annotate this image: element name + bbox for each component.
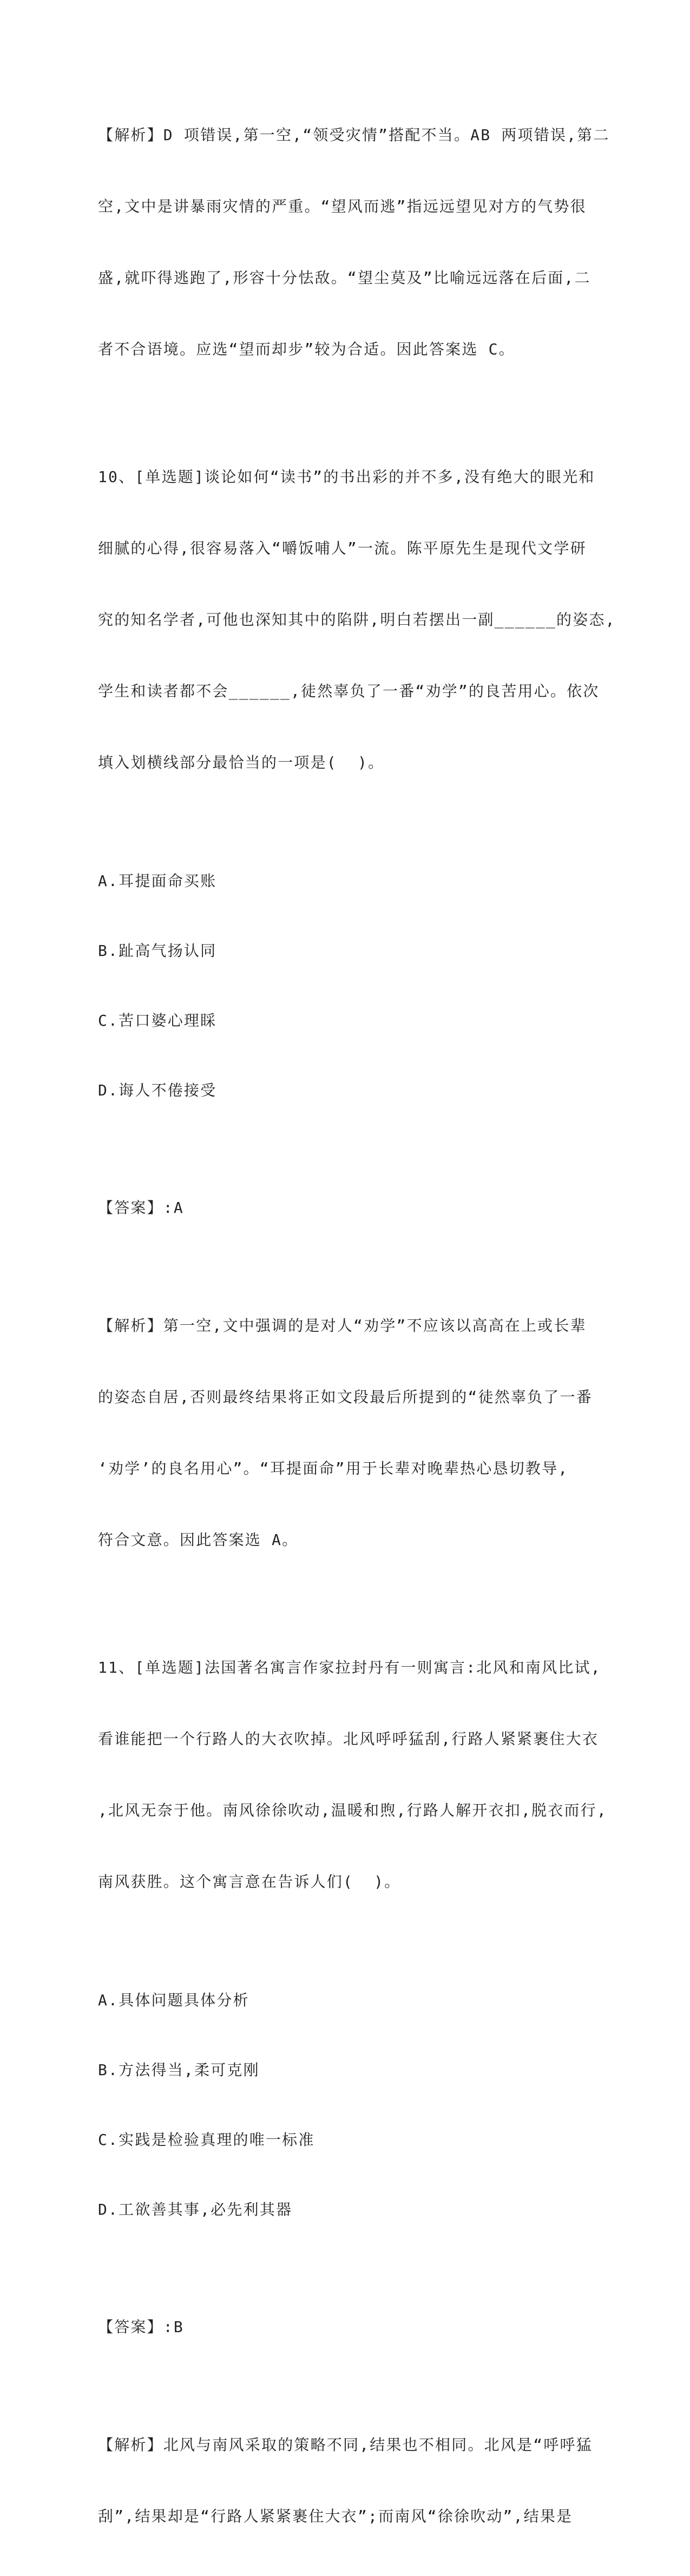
option-a: A.耳提面命买账 [98, 872, 217, 890]
analysis-line: 者不合语境。应选“望而却步”较为合适。因此答案选 C。 [98, 340, 515, 358]
question-10-options [98, 822, 585, 1149]
question-10-answer [98, 1149, 585, 1266]
analysis-line: 【解析】D 项错误,第一空,“领受灾情”搭配不当。AB 两项错误,第二 [98, 126, 610, 144]
option-d: D.诲人不倦接受 [98, 1081, 217, 1099]
analysis-line: 刮”,结果却是“行路人紧紧裹住大衣”;而南风“徐徐吹动”,结果是 [98, 2507, 573, 2525]
question-line: 11、[单选题]法国著名寓言作家拉封丹有一则寓言:北风和南风比试, [98, 1659, 601, 1676]
analysis-line: 【解析】第一空,文中强调的是对人“劝学”不应该以高高在上或长辈 [98, 1317, 587, 1335]
question-11-stem [98, 1608, 607, 1941]
question-10-analysis [98, 1266, 593, 1600]
option-b: B.趾高气扬认同 [98, 942, 217, 960]
question-line: 填入划横线部分最恰当的一项是( )。 [98, 754, 385, 771]
question-11-options [98, 1941, 585, 2268]
analysis-line: 【解析】北风与南风采取的策略不同,结果也不相同。北风是“呼呼猛 [98, 2436, 593, 2454]
question-10-stem [98, 418, 616, 822]
answer-line: 【答案】:A [98, 1199, 184, 1217]
question-11-analysis [98, 2386, 593, 2576]
question-line: ,北风无奈于他。南风徐徐吹动,温暖和煦,行路人解开衣扣,脱衣而行, [98, 1801, 607, 1819]
previous-question-analysis [98, 76, 610, 409]
option-c: C.苦口婆心理睬 [98, 1012, 217, 1029]
analysis-line: 的姿态自居,否则最终结果将正如文段最后所提到的“徒然辜负了一番 [98, 1388, 593, 1406]
question-line: 究的知名学者,可他也深知其中的陷阱,明白若摆出一副______的姿态, [98, 611, 616, 629]
option-b: B.方法得当,柔可克刚 [98, 2061, 260, 2079]
answer-line: 【答案】:B [98, 2318, 184, 2336]
analysis-line: 空,文中是讲暴雨灾情的严重。“望风而逃”指远远望见对方的气势很 [98, 197, 587, 215]
analysis-line: ‘劝学’的良名用心”。“耳提面命”用于长辈对晚辈热心恳切教导, [98, 1459, 569, 1477]
option-a: A.具体问题具体分析 [98, 1991, 249, 2009]
option-d: D.工欲善其事,必先利其器 [98, 2201, 293, 2218]
question-line: 细腻的心得,很容易落入“嚼饭哺人”一流。陈平原先生是现代文学研 [98, 539, 587, 557]
option-c: C.实践是检验真理的唯一标准 [98, 2131, 315, 2149]
analysis-line: 符合文意。因此答案选 A。 [98, 1531, 299, 1549]
question-line: 看谁能把一个行路人的大衣吹掉。北风呼呼猛刮,行路人紧紧裹住大衣 [98, 1730, 599, 1748]
document-page [98, 76, 616, 2576]
question-line: 10、[单选题]谈论如何“读书”的书出彩的并不多,没有绝大的眼光和 [98, 468, 595, 486]
question-11-answer [98, 2268, 585, 2386]
question-line: 学生和读者都不会______,徒然辜负了一番“劝学”的良苦用心。依次 [98, 682, 600, 700]
analysis-line: 盛,就吓得逃跑了,形容十分怯敌。“望尘莫及”比喻远远落在后面,二 [98, 269, 591, 287]
question-line: 南风获胜。这个寓言意在告诉人们( )。 [98, 1873, 401, 1891]
